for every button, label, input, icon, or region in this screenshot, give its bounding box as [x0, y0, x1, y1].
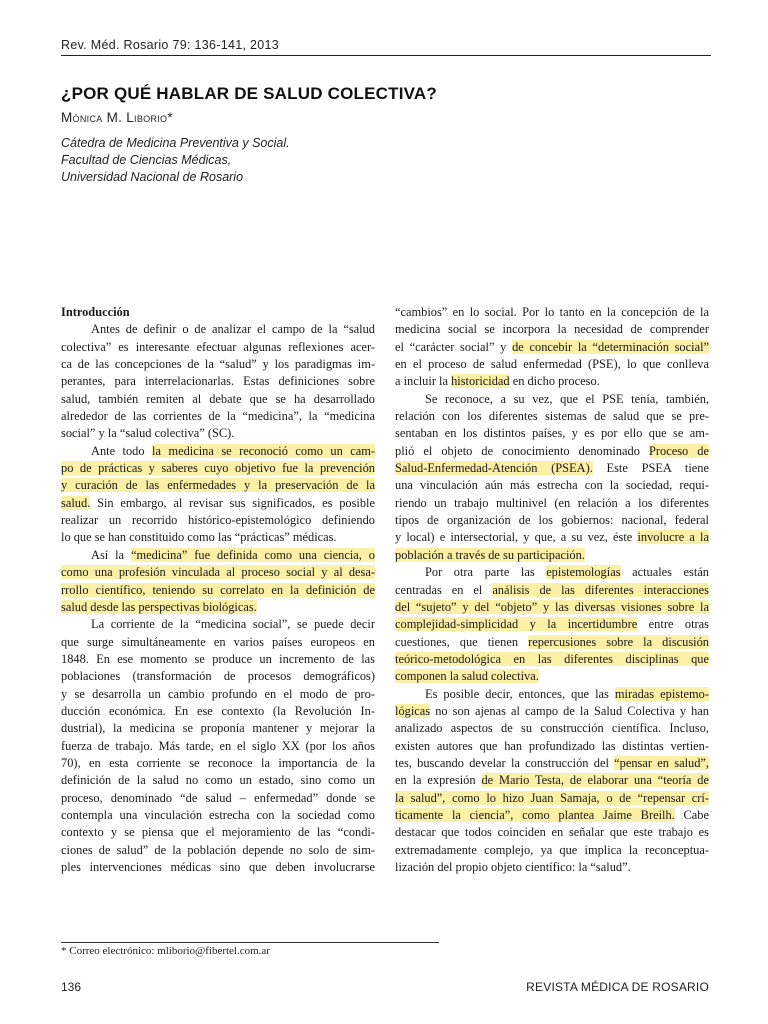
footnote-divider: [61, 942, 439, 943]
section-heading: [61, 304, 375, 321]
text-segment: Se reconoce, a su vez, que el PSE tenía, también,: [425, 391, 709, 406]
highlighted-text: análisis de las diferentes interacciones: [492, 582, 709, 597]
text-segment: existen autores que han profundizado las distintas vertien-: [395, 738, 709, 753]
body-text-line: [395, 755, 709, 772]
body-text-line: [395, 738, 709, 755]
text-segment: 70), en esta corriente se reconoce la importancia de la: [61, 755, 375, 770]
text-segment: proceso, denominado “de salud – enfermedad” donde se: [61, 790, 375, 805]
body-text-line: [61, 547, 375, 564]
text-segment: y se desarrolla un cambio profundo en el modo de pro-: [61, 686, 375, 701]
text-segment: cuestiones, que tienen: [395, 634, 529, 649]
body-text-line: [395, 477, 709, 494]
text-segment: contexto y se piensa que el mejoramiento de las “condi-: [61, 825, 375, 840]
text-segment: Ante todo: [91, 443, 153, 458]
text-segment: analizado aspectos de su construcción científica. Incluso,: [395, 721, 709, 736]
highlighted-text: ticamente la ciencia”, como plantea Jaime Breilh.: [395, 807, 675, 822]
article-title: ¿POR QUÉ HABLAR DE SALUD COLECTIVA?: [61, 84, 437, 103]
body-text-line: [395, 703, 709, 720]
text-segment: que surge simultáneamente en varios países europeos en: [61, 634, 375, 649]
body-text-line: [395, 651, 709, 668]
text-segment: definición de la salud no como un estado, sino como un: [61, 773, 375, 788]
highlighted-text: epistemologías: [546, 565, 621, 580]
body-text-line: [395, 720, 709, 737]
body-text-line: [61, 373, 375, 390]
text-segment: Sin embargo, al revisar sus significados, es posible: [90, 495, 375, 510]
highlighted-text: repercusiones sobre la discusión: [528, 634, 709, 649]
text-segment: Es posible decir, entonces, que las: [425, 686, 615, 701]
highlighted-text: del “sujeto” y del “objeto” y las diversas visiones sobre la: [395, 599, 709, 614]
body-text-line: [61, 755, 375, 772]
text-segment: ducción económica. En ese contexto (la Revolución In-: [61, 703, 375, 718]
body-text-line: [61, 391, 375, 408]
highlighted-text: miradas epistemo-: [614, 686, 709, 701]
highlighted-text: po de prácticas y saberes cuyo objetivo fue la prevención: [61, 461, 375, 476]
text-segment: Antes de definir o de analizar el campo de la “salud: [91, 322, 375, 337]
highlighted-text: la salud”, como lo hizo Juan Samaja, o de “repensar crí-: [395, 790, 709, 805]
body-text-line: [61, 720, 375, 737]
text-segment: a incluir la: [395, 374, 452, 389]
text-segment: en dicho proceso.: [509, 374, 600, 389]
highlighted-text: lógicas: [395, 703, 431, 718]
body-text-line: [61, 616, 375, 633]
text-segment: realizar un recorrido histórico-epistemológico definiendo: [61, 513, 375, 528]
author-affiliation: [61, 135, 461, 186]
body-text-line: [395, 356, 709, 373]
text-segment: Introducción: [61, 305, 130, 319]
text-segment: lización del propio objeto científico: la “salud”.: [395, 860, 631, 874]
text-segment: en el proceso de salud enfermedad (PSE), lo que conlleva: [395, 357, 709, 372]
body-text-line: [61, 703, 375, 720]
footer-journal-name: REVISTA MÉDICA DE ROSARIO: [526, 980, 709, 994]
body-text-line: [61, 339, 375, 356]
author-name: Mónica M. Liborio*: [61, 110, 173, 125]
body-text-line: [61, 772, 375, 789]
highlighted-text: historicidad: [451, 374, 510, 389]
text-segment: actuales están: [620, 565, 709, 580]
text-segment: La corriente de la “medicina social”, se puede decir: [91, 617, 375, 632]
footnote: * Correo electrónico: mliborio@fibertel.com.ar: [61, 945, 270, 957]
body-text-line: [395, 443, 709, 460]
text-segment: Este PSEA tiene: [592, 461, 709, 476]
highlighted-text: componen la salud colectiva.: [395, 669, 539, 684]
text-segment: destacar que todos coinciden en señalar que este trabajo es: [395, 825, 709, 840]
text-segment: riendo un trabajo multinivel (en relación a los diferentes: [395, 495, 709, 510]
body-text-line: [61, 790, 375, 807]
text-segment: plió el objeto de conocimiento denominado: [395, 443, 649, 458]
highlighted-text: Proceso de: [649, 443, 709, 458]
journal-reference: Rev. Méd. Rosario 79: 136-141, 2013: [61, 38, 280, 52]
text-segment: Cabe: [674, 807, 709, 822]
text-segment: sentaban en los distintos países, y es por ello que se am-: [395, 426, 709, 441]
body-text-line: [61, 686, 375, 703]
body-text-line: [61, 824, 375, 841]
highlighted-text: “medicina” fue definida como una ciencia, o: [130, 547, 375, 562]
body-text-line: [61, 529, 375, 546]
body-text-line: [395, 859, 709, 876]
text-segment: social” y la “salud colectiva” (SC).: [61, 426, 235, 441]
text-segment: alrededor de las corrientes de la “medicina”, la “medicina: [61, 409, 375, 424]
affiliation-line: Cátedra de Medicina Preventiva y Social.: [61, 136, 290, 150]
highlighted-text: salud desde las perspectivas biológicas.: [61, 599, 257, 614]
body-text-line: [395, 304, 709, 321]
text-segment: perantes, para interrelacionarlas. Estas definiciones sobre: [61, 374, 375, 389]
body-text-line: [395, 790, 709, 807]
body-text-line: [395, 842, 709, 859]
highlighted-text: teórico-metodológica en las diferentes disciplinas que: [395, 651, 709, 666]
text-segment: contempla una vinculación estrecha con la sociedad como: [61, 807, 375, 822]
body-text-line: [61, 356, 375, 373]
body-text-line: [395, 460, 709, 477]
text-segment: “cambios” en lo social. Por lo tanto en la concepción de la: [395, 305, 709, 319]
text-segment: una vinculación aún más estrecha con la sociedad, requi-: [395, 478, 709, 493]
text-segment: ciones de salud” de la población depende no solo de sim-: [61, 842, 375, 857]
text-segment: en la expresión: [395, 773, 482, 788]
text-segment: Por otra parte las: [425, 565, 547, 580]
body-text-line: [61, 859, 375, 876]
text-segment: tipos de organización de los gobiernos: nacional, federal: [395, 513, 709, 528]
body-text-line: [61, 495, 375, 512]
text-segment: poblaciones (transformación de procesos demográficos): [61, 669, 375, 684]
page-number: 136: [61, 980, 82, 994]
body-column-right: [395, 304, 709, 876]
body-text-line: [395, 339, 709, 356]
body-text-line: [61, 425, 375, 442]
body-text-line: [395, 824, 709, 841]
body-text-line: [395, 599, 709, 616]
body-text-line: [395, 807, 709, 824]
body-text-line: [61, 321, 375, 338]
body-text-line: [395, 634, 709, 651]
body-text-line: [61, 582, 375, 599]
text-segment: ples intervenciones médicas sino que deben involucrarse: [61, 860, 375, 874]
text-segment: el “carácter social” y: [395, 339, 513, 354]
text-segment: fuerza de trabajo. Más tarde, en el siglo XX (por los años: [61, 738, 375, 753]
body-text-line: [395, 408, 709, 425]
body-text-line: [395, 373, 709, 390]
highlighted-text: población a través de su participación.: [395, 547, 585, 562]
body-text-line: [61, 668, 375, 685]
body-text-line: [61, 807, 375, 824]
body-column-left: [61, 304, 375, 876]
body-text-line: [395, 391, 709, 408]
highlighted-text: complejidad-simplicidad y la incertidumbre: [395, 617, 638, 632]
highlighted-text: involucre a la: [637, 530, 709, 545]
body-text-line: [61, 443, 375, 460]
text-segment: medicina social se incorpora la necesidad de comprender: [395, 322, 709, 337]
body-text-line: [395, 321, 709, 338]
affiliation-line: Universidad Nacional de Rosario: [61, 170, 244, 184]
body-text-line: [395, 616, 709, 633]
body-text-line: [395, 495, 709, 512]
body-text-line: [61, 477, 375, 494]
body-text-line: [61, 564, 375, 581]
header-divider: [61, 55, 711, 56]
highlighted-text: rrollo científico, teniendo su correlato en la definición de: [61, 582, 375, 597]
text-segment: no son ajenas al campo de la Salud Colectiva y han: [430, 703, 709, 718]
highlighted-text: como una profesión vinculada al proceso social y al desa-: [61, 565, 375, 580]
text-segment: Así la: [91, 547, 131, 562]
body-text-line: [395, 547, 709, 564]
body-text-line: [395, 668, 709, 685]
text-segment: ca de las concepciones de la “salud” y los paradigmas im-: [61, 357, 375, 372]
text-segment: salud, también remiten al debate que se ha desarrollado: [61, 391, 375, 406]
text-segment: relación con los diferentes sistemas de salud que se pre-: [395, 409, 709, 424]
text-segment: colectiva” es interesante efectuar algunas reflexiones acer-: [61, 339, 375, 354]
body-text-line: [61, 651, 375, 668]
highlighted-text: y curación de las enfermedades y la preservación de la: [61, 478, 375, 493]
text-segment: entre otras: [637, 617, 709, 632]
body-text-line: [61, 512, 375, 529]
body-text-line: [395, 529, 709, 546]
text-segment: lo que se han constituido como las “prácticas” médicas.: [61, 530, 337, 545]
highlighted-text: de concebir la “determinación social”: [512, 339, 710, 354]
text-segment: y local) e intersectorial, y que, a su vez, éste: [395, 530, 638, 545]
text-segment: tes, buscando develar la construcción del: [395, 755, 615, 770]
body-text-line: [61, 408, 375, 425]
text-segment: extremadamente complejo, ya que implica la reconceptua-: [395, 842, 709, 857]
body-text-line: [395, 686, 709, 703]
body-text-line: [61, 599, 375, 616]
body-text-line: [395, 425, 709, 442]
highlighted-text: salud.: [61, 495, 91, 510]
text-segment: 1848. En ese momento se produce un incremento de las: [61, 651, 375, 666]
highlighted-text: Salud-Enfermedad-Atención (PSEA).: [395, 461, 593, 476]
body-text-line: [61, 460, 375, 477]
affiliation-line: Facultad de Ciencias Médicas,: [61, 153, 232, 167]
highlighted-text: la medicina se reconoció como un cam-: [152, 443, 376, 458]
highlighted-text: “pensar en salud”,: [614, 755, 710, 770]
text-segment: centradas en el: [395, 582, 493, 597]
text-segment: dustrial), la medicina se proponía mantener y mejorar la: [61, 721, 375, 736]
body-text-line: [61, 634, 375, 651]
highlighted-text: de Mario Testa, de elaborar una “teoría de: [481, 773, 709, 788]
body-text-line: [395, 512, 709, 529]
body-text-line: [61, 738, 375, 755]
body-text-line: [61, 842, 375, 859]
body-text-line: [395, 772, 709, 789]
body-text-line: [395, 582, 709, 599]
body-text-line: [395, 564, 709, 581]
